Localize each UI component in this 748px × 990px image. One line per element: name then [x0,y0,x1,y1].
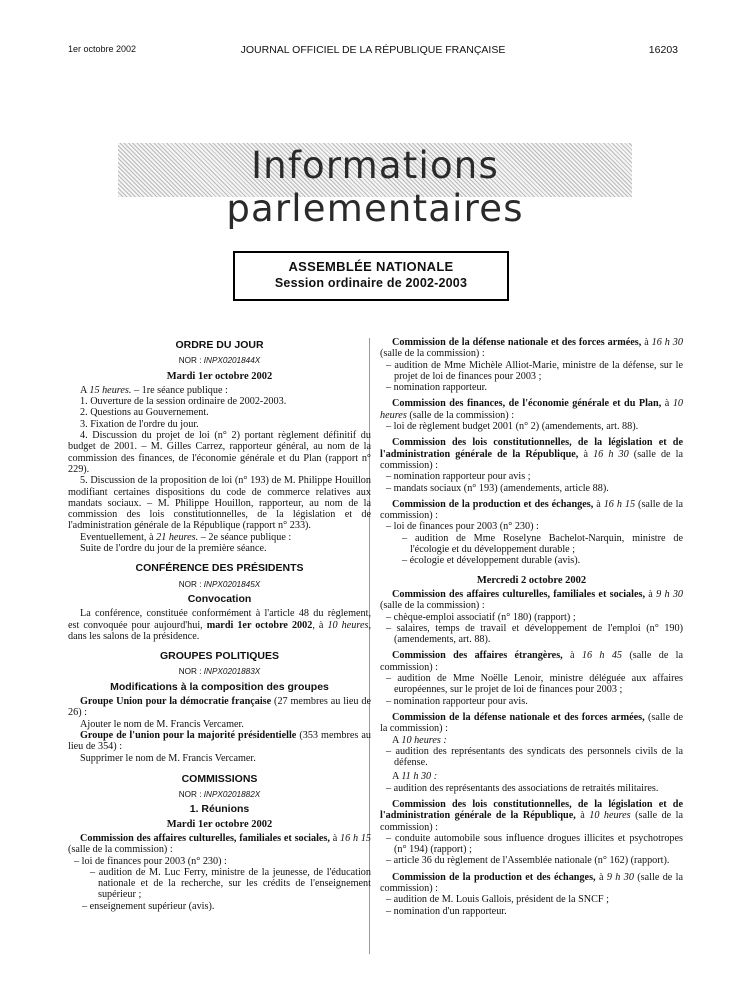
list-item: – audition de Mme Roselyne Bachelot-Narquin, ministre de l'écologie et du développement durable ; [402,532,683,556]
list-item: – audition de M. Louis Gallois, président de la SNCF ; [386,894,609,906]
commission-entry: Commission des affaires culturelles, familiales et sociales, à 16 h 15 (salle de la commission) : [68,832,371,856]
convocation-heading: Convocation [187,592,252,605]
groupes-subheading: Modifications à la composition des groupes [110,680,329,693]
list-item: – nomination rapporteur. [386,382,488,394]
agenda-item: 3. Fixation de l'ordre du jour. [80,418,199,430]
day-heading: Mercredi 2 octobre 2002 [476,574,587,586]
commission-entry: Commission de la production et des échanges, à 9 h 30 (salle de la commission) : [380,871,684,895]
header-page-number: 16203 [648,44,678,56]
section-banner [118,143,632,230]
group-entry: Groupe Union pour la démocratie française (27 membres au lieu de 26) : [68,696,372,719]
groupes-heading: GROUPES POLITIQUES [159,650,280,663]
commission-entry: Commission de la défense nationale et des forces armées, à 16 h 30 (salle de la commission) : [380,337,683,360]
list-item: – loi de finances pour 2003 (n° 230) : [74,855,227,867]
list-item: – salaires, temps de travail et développement de l'emploi (n° 190) (amendements, art. 88). [386,622,683,646]
day-heading: Mardi 1er octobre 2002 [166,818,273,830]
list-item: – audition de M. Luc Ferry, ministre de la jeunesse, de l'éducation nationale et de la recherche, sur les crédits de l'enseignement supérieur ; [90,866,371,901]
nor-reference: NOR : INPX0201883X [178,667,261,677]
agenda-item: 2. Questions au Gouvernement. [80,407,209,419]
time-line: A 11 h 30 : [392,771,438,783]
agenda-item: 1. Ouverture de la session ordinaire de 2002-2003. [80,396,287,408]
commission-entry: Commission des finances, de l'économie générale et du Plan, à 10 heures (salle de la commission) : [380,398,683,421]
commission-entry: Commission des affaires étrangères, à 16 h 45 (salle de la commission) : [380,650,684,673]
header-journal-title: JOURNAL OFFICIEL DE LA RÉPUBLIQUE FRANÇAISE [240,44,506,56]
agenda-item: 5. Discussion de la proposition de loi (n° 193) de M. Philippe Houillon modifiant certaines dispositions du code de commerce relatives aux mandats sociaux. – M. Philippe Houillon, rapporteur, au nom de la commission des lois constitutionnelles, de la législation et de l'administration générale de la République (rapport n° 233). [68,475,371,532]
commissions-heading: COMMISSIONS [181,772,258,785]
list-item: – loi de finances pour 2003 (n° 230) : [386,521,539,533]
list-item: – nomination rapporteur pour avis ; [386,471,531,483]
header-date: 1er octobre 2002 [68,44,137,54]
group-action: Ajouter le nom de M. Francis Vercamer. [80,718,244,730]
list-item: – conduite automobile sous influence drogues illicites et psychotropes (n° 194) (rapport) ; [386,832,683,856]
commission-entry: Commission des lois constitutionnelles, de la législation et de l'administration générale de la République, à 10 heures (salle de la commission) : [380,798,684,833]
page-header [68,44,678,58]
left-column [68,337,371,912]
list-item: – mandats sociaux (n° 193) (amendements, article 88). [386,482,609,494]
list-item: – audition de Mme Noëlle Lenoir, ministre déléguée aux affaires européennes, sur le projet de loi de finances pour 2003 ; [386,673,683,696]
convocation-text: La conférence, constituée conformément à l'article 48 du règlement, est convoquée pour aujourd'hui, mardi 1er octobre 2002, à 10 heures, dans les salons de la présidence. [68,608,371,642]
conference-heading: CONFÉRENCE DES PRÉSIDENTS [135,562,304,575]
nor-reference: NOR : INPX0201845X [178,579,261,589]
assembly-box [233,251,509,301]
list-item: – chèque-emploi associatif (n° 180) (rapport) ; [386,611,576,623]
ordre-du-jour-heading: ORDRE DU JOUR [175,339,264,351]
list-item: – audition des représentants des syndicats des personnels civils de la défense. [386,745,683,769]
day-heading: Mardi 1er octobre 2002 [166,370,273,382]
commission-entry: Commission de la production et des échanges, à 16 h 15 (salle de la commission) : [380,498,684,522]
group-action: Supprimer le nom de M. Francis Vercamer. [80,752,256,764]
list-item: – nomination d'un rapporteur. [386,905,507,917]
list-item: – article 36 du règlement de l'Assemblée nationale (n° 162) (rapport). [386,855,670,867]
agenda-item: Suite de l'ordre du jour de la première séance. [80,543,267,555]
nor-reference: NOR : INPX0201844X [178,356,261,366]
assembly-title: ASSEMBLÉE NATIONALE [288,259,454,274]
list-item: – audition des représentants des associations de retraités militaires. [386,782,659,794]
session-title: Session ordinaire de 2002-2003 [274,276,468,290]
nor-reference: NOR : INPX0201882X [178,790,261,800]
list-item: – enseignement supérieur (avis). [82,900,215,912]
commission-entry: Commission de la défense nationale et des forces armées, (salle de la commission) : [380,711,683,735]
list-item: – écologie et développement durable (avis). [402,555,581,567]
reunions-heading: 1. Réunions [189,803,250,816]
time-line: A 10 heures : [392,734,447,746]
banner-title: Informations parlementaires [226,144,524,230]
right-column [380,337,683,917]
commission-entry: Commission des lois constitutionnelles, de la législation et de l'administration générale de la République, à 16 h 30 (salle de la commission) : [380,437,684,471]
seance-line: A 15 heures. – 1re séance publique : [80,384,228,396]
seance-line: Eventuellement, à 21 heures. – 2e séance publique : [80,531,292,543]
commission-entry: Commission des affaires culturelles, familiales et sociales, à 9 h 30 (salle de la commission) : [380,588,684,612]
agenda-item: 4. Discussion du projet de loi (n° 2) portant règlement définitif du budget de 2001. – M. Gilles Carrez, rapporteur général, au nom de la commission des finances, de l'économie générale et du Plan (rapport n° 229). [68,430,371,475]
list-item: – loi de règlement budget 2001 (n° 2) (amendements, art. 88). [386,421,639,433]
group-entry: Groupe de l'union pour la majorité présidentielle (353 membres au lieu de 354) : [68,729,371,753]
list-item: – audition de Mme Michèle Alliot-Marie, ministre de la défense, sur le projet de loi de finances pour 2003 ; [386,359,683,382]
list-item: – nomination rapporteur pour avis. [386,695,528,707]
